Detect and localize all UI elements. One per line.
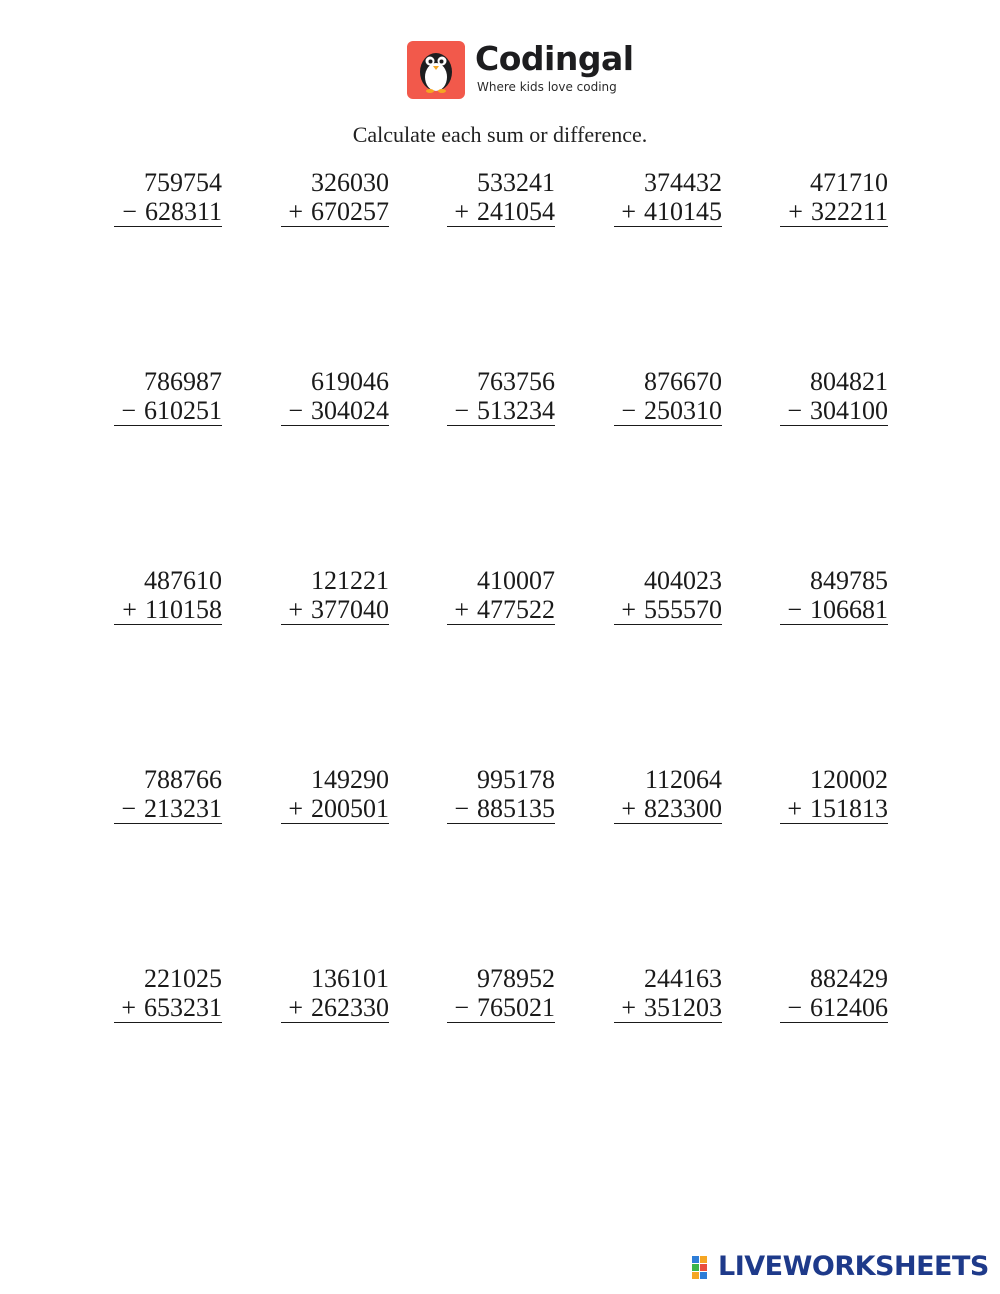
problem-top-number: 804821 [810,367,888,396]
problem-bottom-line [447,396,555,426]
operator-sign: − [288,396,303,425]
problem-bottom-number: 151813 [810,794,888,823]
operator-sign: − [787,396,802,425]
liveworksheets-text: LIVEWORKSHEETS [718,1251,989,1282]
problem [600,765,722,824]
operator-sign: − [787,595,802,624]
problem-bottom-number: 322211 [810,197,888,226]
problem-bottom-line [281,197,389,227]
operator-sign: + [787,794,802,823]
problem-top-number: 763756 [477,367,555,396]
problem [267,964,389,1023]
problem-bottom-number: 885135 [477,794,555,823]
problem-bottom-number: 304024 [311,396,389,425]
problem [766,367,888,426]
problem [766,168,888,227]
problem-top-number: 978952 [477,964,555,993]
problem-bottom-number: 628311 [144,197,222,226]
problem-top-number: 788766 [144,765,222,794]
problem [267,367,389,426]
problem [100,964,222,1023]
instructions-text: Calculate each sum or difference. [352,122,648,147]
operator-sign: + [122,595,137,624]
problem-top-number: 374432 [644,168,722,197]
problem [267,168,389,227]
problem [100,168,222,227]
operator-sign: + [788,197,803,226]
problem-bottom-number: 410145 [644,197,722,226]
problem-bottom-number: 823300 [644,794,722,823]
problem-top-number: 471710 [810,168,888,197]
codingal-logo [407,39,634,101]
operator-sign: + [288,595,303,624]
problem-top-number: 221025 [144,964,222,993]
problem-bottom-line [780,794,888,824]
problem-top-number: 112064 [644,765,722,794]
problem-top-number: 882429 [810,964,888,993]
problem [433,367,555,426]
problem-bottom-line [114,396,222,426]
problem [100,566,222,625]
problem-bottom-line [614,197,722,227]
problem [766,964,888,1023]
problem-bottom-number: 612406 [810,993,888,1022]
problem-bottom-line [114,595,222,625]
operator-sign: − [121,794,136,823]
problem-bottom-line [780,595,888,625]
problem-bottom-number: 213231 [144,794,222,823]
problem-bottom-line [780,396,888,426]
operator-sign: + [121,993,136,1022]
problem [766,566,888,625]
problem-bottom-number: 200501 [311,794,389,823]
problem-top-number: 487610 [144,566,222,595]
problem [433,566,555,625]
operator-sign: − [454,993,469,1022]
problem-top-number: 136101 [311,964,389,993]
problem-top-number: 121221 [311,566,389,595]
problem [433,168,555,227]
problem-bottom-line [614,993,722,1023]
problem [766,765,888,824]
operator-sign: + [621,993,636,1022]
operator-sign: + [288,197,303,226]
problem-bottom-line [281,396,389,426]
operator-sign: − [787,993,802,1022]
problem-top-number: 849785 [810,566,888,595]
operator-sign: + [454,595,469,624]
operator-sign: − [621,396,636,425]
problem-top-number: 786987 [144,367,222,396]
problem [267,765,389,824]
problem-top-number: 244163 [644,964,722,993]
problem-bottom-line [447,993,555,1023]
problem-bottom-number: 513234 [477,396,555,425]
operator-sign: − [122,197,137,226]
problem-bottom-line [447,595,555,625]
penguin-icon [407,41,465,99]
problem-top-number: 149290 [311,765,389,794]
problem-bottom-line [281,595,389,625]
problem-bottom-number: 304100 [810,396,888,425]
problem-bottom-line [114,197,222,227]
problem-bottom-number: 670257 [311,197,389,226]
problem-top-number: 410007 [477,566,555,595]
problem-bottom-number: 653231 [144,993,222,1022]
problem-bottom-number: 250310 [644,396,722,425]
operator-sign: − [121,396,136,425]
problem-top-number: 120002 [810,765,888,794]
problem [600,566,722,625]
problem [267,566,389,625]
problem-bottom-number: 241054 [477,197,555,226]
problem-bottom-line [447,794,555,824]
problem-top-number: 995178 [477,765,555,794]
problem-top-number: 404023 [644,566,722,595]
problem-bottom-number: 351203 [644,993,722,1022]
liveworksheets-logo-icon [692,1256,716,1280]
operator-sign: − [454,794,469,823]
problem [600,168,722,227]
problem-top-number: 876670 [644,367,722,396]
problem [600,367,722,426]
liveworksheets-brand [692,1252,992,1284]
problem-bottom-number: 555570 [644,595,722,624]
problem-bottom-number: 106681 [810,595,888,624]
problem-bottom-line [780,197,888,227]
operator-sign: + [288,794,303,823]
problem-bottom-number: 110158 [144,595,222,624]
operator-sign: + [621,595,636,624]
operator-sign: − [454,396,469,425]
problem-top-number: 326030 [311,168,389,197]
problem-top-number: 533241 [477,168,555,197]
problem-bottom-line [780,993,888,1023]
problem-bottom-line [614,396,722,426]
brand-name: Codingal [475,39,634,78]
problem-bottom-number: 610251 [144,396,222,425]
operator-sign: + [621,197,636,226]
problem-bottom-number: 477522 [477,595,555,624]
problem [433,765,555,824]
problem [100,367,222,426]
brand-tagline: Where kids love coding [477,80,617,94]
problem-bottom-number: 377040 [311,595,389,624]
problem-bottom-line [447,197,555,227]
problem-bottom-line [281,794,389,824]
problem-bottom-line [114,794,222,824]
operator-sign: + [288,993,303,1022]
problem [100,765,222,824]
problem [600,964,722,1023]
problem-bottom-line [614,595,722,625]
problem-bottom-line [614,794,722,824]
problem-bottom-number: 262330 [311,993,389,1022]
problem-bottom-line [281,993,389,1023]
problem-top-number: 759754 [144,168,222,197]
operator-sign: + [454,197,469,226]
problem [433,964,555,1023]
problem-bottom-line [114,993,222,1023]
operator-sign: + [621,794,636,823]
problem-bottom-number: 765021 [477,993,555,1022]
problem-top-number: 619046 [311,367,389,396]
